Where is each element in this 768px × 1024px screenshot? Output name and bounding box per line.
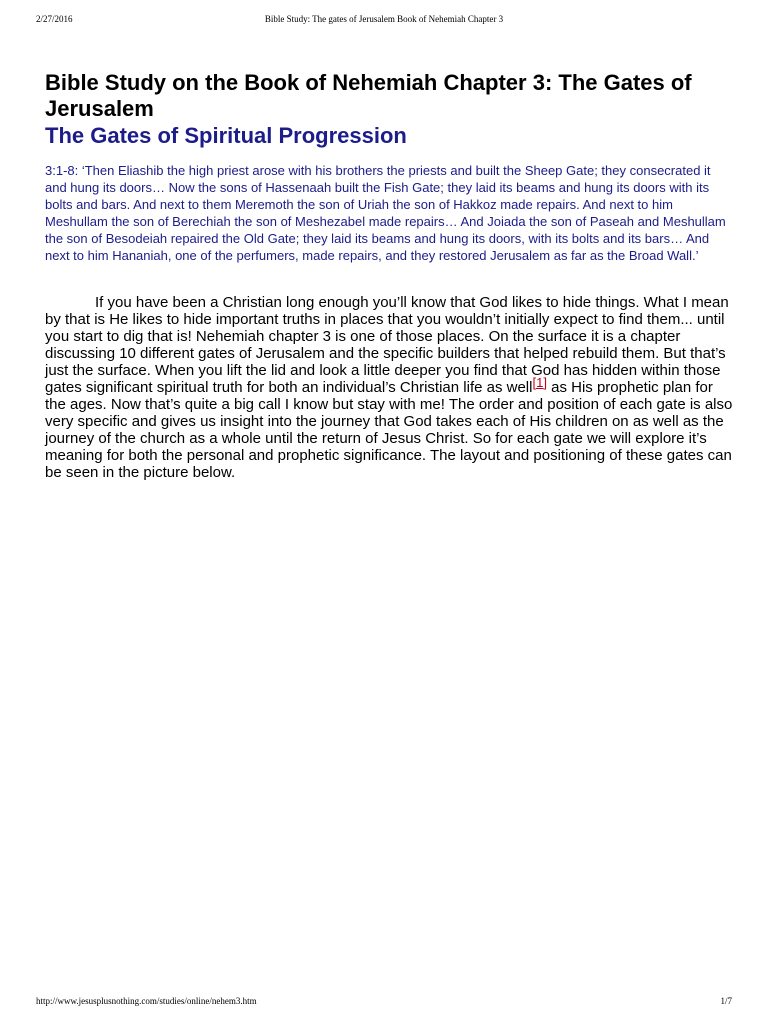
paragraph-text-part2: as His prophetic plan for the ages. Now that’s quite a big call I know but stay with me! The order and position of each gate is also very specific and gives us insight into the journey that God takes each of His children on as well as the journey of the church as a whole until the return of Jesus Christ. So for each gate we will explore it’s meaning for both the personal and prophetic significance. The layout and positioning of these gates can be seen in the picture below. [45,379,733,481]
print-url: http://www.jesusplusnothing.com/studies/online/nehem3.htm [36,996,257,1006]
article-subtitle: The Gates of Spiritual Progression [45,123,407,148]
print-page-title: Bible Study: The gates of Jerusalem Book of Nehemiah Chapter 3 [264,14,504,24]
print-page-number: 1/7 [720,996,732,1006]
scripture-passage: 3:1-8: ‘Then Eliashib the high priest arose with his brothers the priests and built the Sheep Gate; they consecrated it and hung its doors… Now the sons of Hassenaah built the Fish Gate; they laid its beams and hung its doors with its bolts and bars. And next to them Meremoth the son of Uriah the son of Hakkoz made repairs. And next to him Meshullam the son of Berechiah the son of Meshezabel made repairs… And Joiada the son of Paseah and Meshullam the son of Besodeiah repaired the Old Gate; they laid its beams and hung its doors, with its bolts and its bars… And next to him Hananiah, one of the perfumers, made repairs, and they restored Jerusalem as far as the Broad Wall.’ [45,163,726,263]
print-date: 2/27/2016 [36,14,73,24]
article-title: Bible Study on the Book of Nehemiah Chapter 3: The Gates of Jerusalem [45,70,692,121]
intro-paragraph [45,294,735,481]
article [45,70,735,496]
footnote-link[interactable]: [1] [532,375,547,390]
paragraph-text-part1: If you have been a Christian long enough you’ll know that God likes to hide things. What I mean by that is He likes to hide important truths in places that you wouldn’t initially expect to find them... until you start to dig that is! Nehemiah chapter 3 is one of those places. On the surface it is a chapter discussing 10 different gates of Jerusalem and the specific builders that helped rebuild them. But that’s just the surface. When you lift the lid and look a little deeper you find that God has hidden within those gates significant spiritual truth for both an individual’s Christian life as well [45,294,729,396]
